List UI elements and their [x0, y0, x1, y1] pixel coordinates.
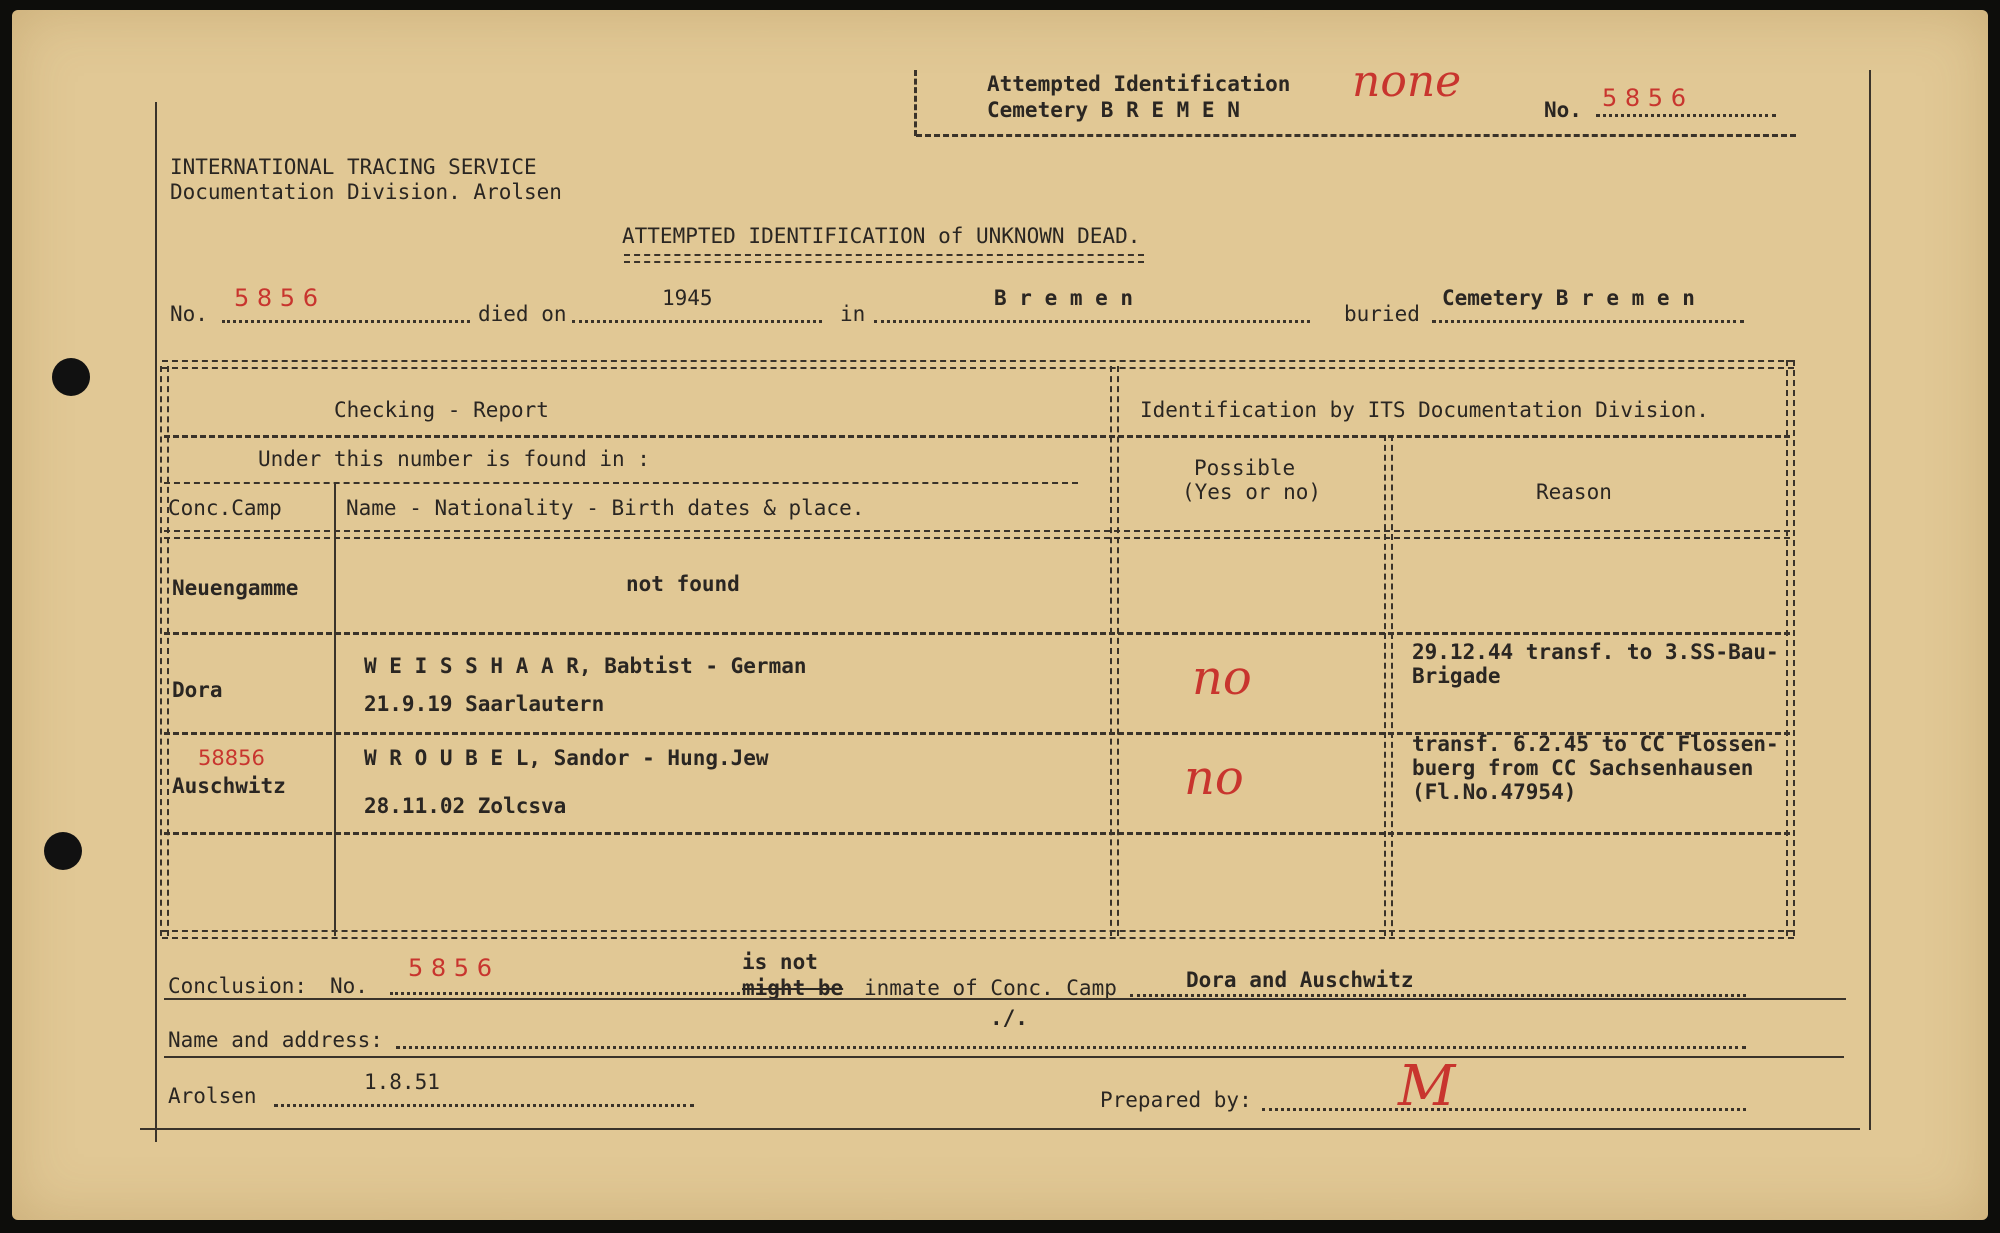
- row3-possible: no: [1184, 750, 1244, 806]
- table-left-border: [160, 366, 169, 936]
- footer-signature: M: [1398, 1054, 1456, 1119]
- table-camp-divider: [334, 482, 336, 936]
- footer-date-value: 1.8.51: [364, 1070, 440, 1094]
- header-title-line2: Cemetery B R E M E N: [987, 98, 1240, 122]
- header-box-left: [914, 70, 917, 136]
- record-no-value: 5 8 5 6: [234, 284, 318, 312]
- conclusion-label: Conclusion:: [168, 974, 308, 998]
- row2-camp: Dora: [172, 678, 223, 702]
- right-border: [1869, 70, 1871, 1130]
- checking-report-heading: Checking - Report: [334, 398, 549, 422]
- conclusion-camp-value: Dora and Auschwitz: [1186, 968, 1414, 992]
- col-name-header: Name - Nationality - Birth dates & place.: [346, 496, 865, 520]
- record-buried-label: buried: [1344, 302, 1420, 326]
- header-no-label: No.: [1544, 98, 1582, 122]
- row2-name-line1: W E I S S H A A R, Babtist - German: [364, 654, 807, 678]
- footer-prepared-label: Prepared by:: [1100, 1088, 1252, 1112]
- row3-name-line1: W R O U B E L, Sandor - Hung.Jew: [364, 746, 769, 770]
- record-buried-dots: [1432, 320, 1744, 323]
- org-line1: INTERNATIONAL TRACING SERVICE: [170, 155, 537, 179]
- record-in-dots: [874, 320, 1310, 323]
- record-in-value: B r e m e n: [994, 286, 1134, 310]
- row3-reason: transf. 6.2.45 to CC Flossen- buerg from CC Sachsenhausen (Fl.No.47954): [1412, 732, 1779, 804]
- row2-reason: 29.12.44 transf. to 3.SS-Bau- Brigade: [1412, 640, 1779, 688]
- table-bottom-border: [162, 930, 1794, 939]
- footer-place-label: Arolsen: [168, 1084, 257, 1108]
- table-right-border: [1786, 360, 1795, 936]
- name-address-value: ./.: [990, 1006, 1028, 1030]
- record-died-label: died on: [478, 302, 567, 326]
- row2-possible: no: [1192, 650, 1252, 706]
- header-row-line: [164, 435, 1790, 438]
- header-bottom-line: [164, 530, 1790, 539]
- col-reason-header: Reason: [1536, 480, 1612, 504]
- row1-camp: Neuengamme: [172, 576, 299, 600]
- record-in-label: in: [840, 302, 866, 326]
- conclusion-no-dots: [390, 992, 740, 995]
- row1-name: not found: [626, 572, 740, 596]
- record-buried-value: Cemetery B r e m e n: [1442, 286, 1695, 310]
- header-no-value: 5 8 5 6: [1602, 84, 1686, 112]
- row3-camp-note: 58856: [198, 746, 265, 770]
- header-no-dots: [1596, 114, 1776, 117]
- conclusion-might-be: might be: [742, 976, 844, 1000]
- punch-hole-top: [52, 358, 90, 396]
- col-possible-header-2: (Yes or no): [1182, 480, 1322, 504]
- document-title: ATTEMPTED IDENTIFICATION of UNKNOWN DEAD.: [622, 224, 1141, 248]
- row3-camp: Auschwitz: [172, 774, 286, 798]
- header-box-bottom: [916, 134, 1796, 137]
- record-died-value: 1945: [662, 286, 713, 310]
- table-top-border: [162, 360, 1794, 369]
- conclusion-inmate: inmate of Conc. Camp: [864, 976, 1117, 1000]
- header-stamp-none: none: [1352, 56, 1462, 107]
- record-no-dots: [222, 320, 470, 323]
- conclusion-rule: [164, 998, 1846, 1000]
- row1-bottom: [164, 632, 1790, 635]
- org-line2: Documentation Division. Arolsen: [170, 180, 562, 204]
- conclusion-no-label: No.: [330, 974, 368, 998]
- table-reason-divider: [1384, 435, 1393, 936]
- footer-date-dots: [274, 1104, 694, 1107]
- name-address-dots: [396, 1046, 1746, 1049]
- under-number-label: Under this number is found in :: [258, 447, 650, 471]
- col-camp-header: Conc.Camp: [168, 496, 282, 520]
- footer-prepared-dots: [1262, 1108, 1746, 1111]
- name-address-rule: [164, 1056, 1844, 1058]
- name-address-label: Name and address:: [168, 1028, 383, 1052]
- row3-name-line2: 28.11.02 Zolcsva: [364, 794, 567, 818]
- col-possible-header-1: Possible: [1194, 456, 1296, 480]
- title-double-underline: [624, 254, 1144, 263]
- record-died-dots: [572, 320, 822, 323]
- conclusion-no-value: 5 8 5 6: [408, 954, 492, 982]
- table-mid-divider: [1110, 366, 1119, 936]
- record-no-label: No.: [170, 302, 208, 326]
- row3-bottom: [164, 832, 1790, 835]
- conclusion-is-not: is not: [742, 950, 818, 974]
- under-number-line: [164, 482, 1078, 484]
- index-card: [12, 10, 1988, 1220]
- identification-heading: Identification by ITS Documentation Division.: [1140, 398, 1709, 422]
- punch-hole-bottom: [44, 832, 82, 870]
- left-border: [155, 102, 157, 1142]
- row2-name-line2: 21.9.19 Saarlautern: [364, 692, 605, 716]
- conclusion-camp-dots: [1130, 994, 1746, 997]
- header-title-line1: Attempted Identification: [987, 72, 1291, 96]
- bottom-border: [140, 1128, 1860, 1130]
